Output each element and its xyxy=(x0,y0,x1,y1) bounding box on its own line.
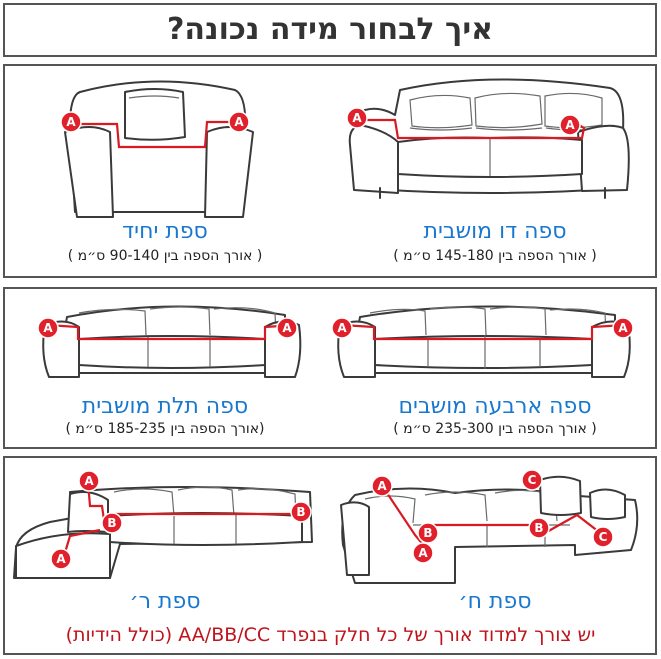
svg-text:A: A xyxy=(234,115,244,129)
svg-text:A: A xyxy=(84,474,94,488)
four-seater-sofa-image xyxy=(330,295,635,390)
single-sofa-image xyxy=(55,72,265,222)
four-seater-size: ( אורך הספה בין 235-300 ס״מ ) xyxy=(393,421,597,437)
marker-a-left xyxy=(347,108,367,128)
marker-b-right xyxy=(291,502,311,522)
svg-text:B: B xyxy=(534,521,544,535)
title-banner xyxy=(3,3,657,57)
marker-c-right xyxy=(593,527,613,547)
three-seater-label: ספה תלת מושבית xyxy=(81,394,249,419)
svg-text:A: A xyxy=(337,321,347,335)
marker-a-bottom xyxy=(413,543,433,563)
l-shape-sofa-image xyxy=(10,470,320,585)
marker-a-right xyxy=(613,318,633,338)
svg-text:B: B xyxy=(296,505,306,519)
marker-a-top xyxy=(372,476,392,496)
svg-text:A: A xyxy=(352,111,362,125)
marker-a-bottom xyxy=(51,549,71,569)
svg-text:B: B xyxy=(107,516,117,530)
marker-b-right xyxy=(529,518,549,538)
three-seater-size: (אורך הספה בין 185-235 ס״מ ) xyxy=(65,421,265,437)
svg-text:A: A xyxy=(66,115,76,129)
svg-text:A: A xyxy=(618,321,628,335)
page-title: איך לבחור מידה נכונה? xyxy=(166,12,494,47)
marker-a-right xyxy=(560,115,580,135)
marker-b-left xyxy=(418,523,438,543)
marker-a-left xyxy=(38,318,58,338)
marker-a-left xyxy=(61,112,81,132)
marker-a-top xyxy=(79,471,99,491)
marker-b-left xyxy=(102,513,122,533)
svg-text:C: C xyxy=(527,473,537,487)
u-shape-label: ספת ח׳ xyxy=(458,589,532,614)
two-seater-sofa-image xyxy=(340,70,640,205)
svg-text:A: A xyxy=(43,321,53,335)
three-seater-sofa-image xyxy=(37,295,305,390)
u-shape-sofa-image xyxy=(335,465,645,590)
svg-text:B: B xyxy=(423,526,433,540)
svg-text:C: C xyxy=(598,530,608,544)
svg-text:A: A xyxy=(56,552,66,566)
svg-text:A: A xyxy=(565,118,575,132)
single-label: ספת יחיד xyxy=(122,219,208,244)
two-seater-label: ספה דו מושבית xyxy=(423,219,567,244)
svg-text:A: A xyxy=(418,546,428,560)
two-seater-size: ( אורך הספה בין 145-180 ס״מ ) xyxy=(393,248,597,264)
marker-a-left xyxy=(332,318,352,338)
marker-c-top xyxy=(522,470,542,490)
measurement-note: יש צורך למדוד אורך של כל חלק בנפרד AA/BB/CC (כולל הידיות) xyxy=(65,624,596,646)
four-seater-label: ספה ארבעה מושבים xyxy=(398,394,592,419)
marker-a-right xyxy=(229,112,249,132)
marker-a-right xyxy=(277,318,297,338)
l-shape-label: ספת ר׳ xyxy=(129,589,201,614)
single-size: ( אורך הספה בין 90-140 ס״מ ) xyxy=(67,248,263,264)
svg-text:A: A xyxy=(282,321,292,335)
svg-text:A: A xyxy=(377,479,387,493)
